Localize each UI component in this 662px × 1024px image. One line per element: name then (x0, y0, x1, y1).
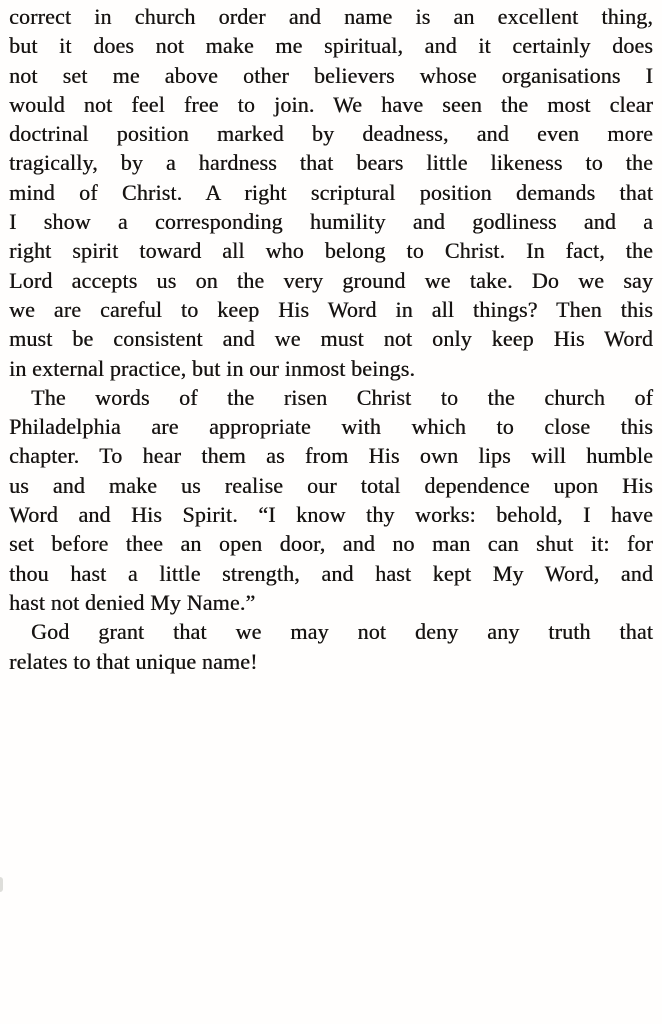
text-line: hast not denied My Name.” (9, 589, 256, 615)
text-line: I show a corresponding humility and godliness and a (9, 209, 653, 235)
paragraph (9, 383, 653, 617)
text-line: us and make us realise our total dependence upon His (9, 472, 653, 498)
body-text (9, 2, 653, 676)
text-line: thou hast a little strength, and hast kept My Word, and (9, 560, 653, 586)
scan-artifact-mark (0, 877, 3, 892)
text-line: mind of Christ. A right scriptural position demands that (9, 179, 653, 205)
text-line: correct in church order and name is an excellent thing, (9, 4, 653, 29)
paragraph (9, 617, 653, 676)
text-line: must be consistent and we must not only keep His Word (9, 326, 653, 352)
text-line: tragically, by a hardness that bears little likeness to the (9, 150, 653, 176)
text-line: Lord accepts us on the very ground we take. Do we say (9, 267, 653, 293)
paragraph (9, 2, 653, 383)
text-line: we are careful to keep His Word in all things? Then this (9, 296, 653, 322)
text-line: God grant that we may not deny any truth that (31, 619, 653, 645)
text-line: Word and His Spirit. “I know thy works: behold, I have (9, 502, 653, 528)
text-line: but it does not make me spiritual, and it certainly does (9, 33, 653, 59)
text-line: The words of the risen Christ to the church of (31, 384, 653, 410)
text-line: Philadelphia are appropriate with which to close this (9, 414, 653, 440)
text-line: would not feel free to join. We have seen the most clear (9, 91, 653, 117)
text-line: chapter. To hear them as from His own lips will humble (9, 443, 653, 469)
text-line: set before thee an open door, and no man can shut it: for (9, 531, 653, 557)
text-line: not set me above other believers whose organisations I (9, 62, 653, 88)
text-line: in external practice, but in our inmost beings. (9, 355, 416, 381)
text-line: doctrinal position marked by deadness, and even more (9, 121, 653, 147)
text-line: relates to that unique name! (9, 648, 258, 674)
text-line: right spirit toward all who belong to Christ. In fact, the (9, 238, 653, 264)
